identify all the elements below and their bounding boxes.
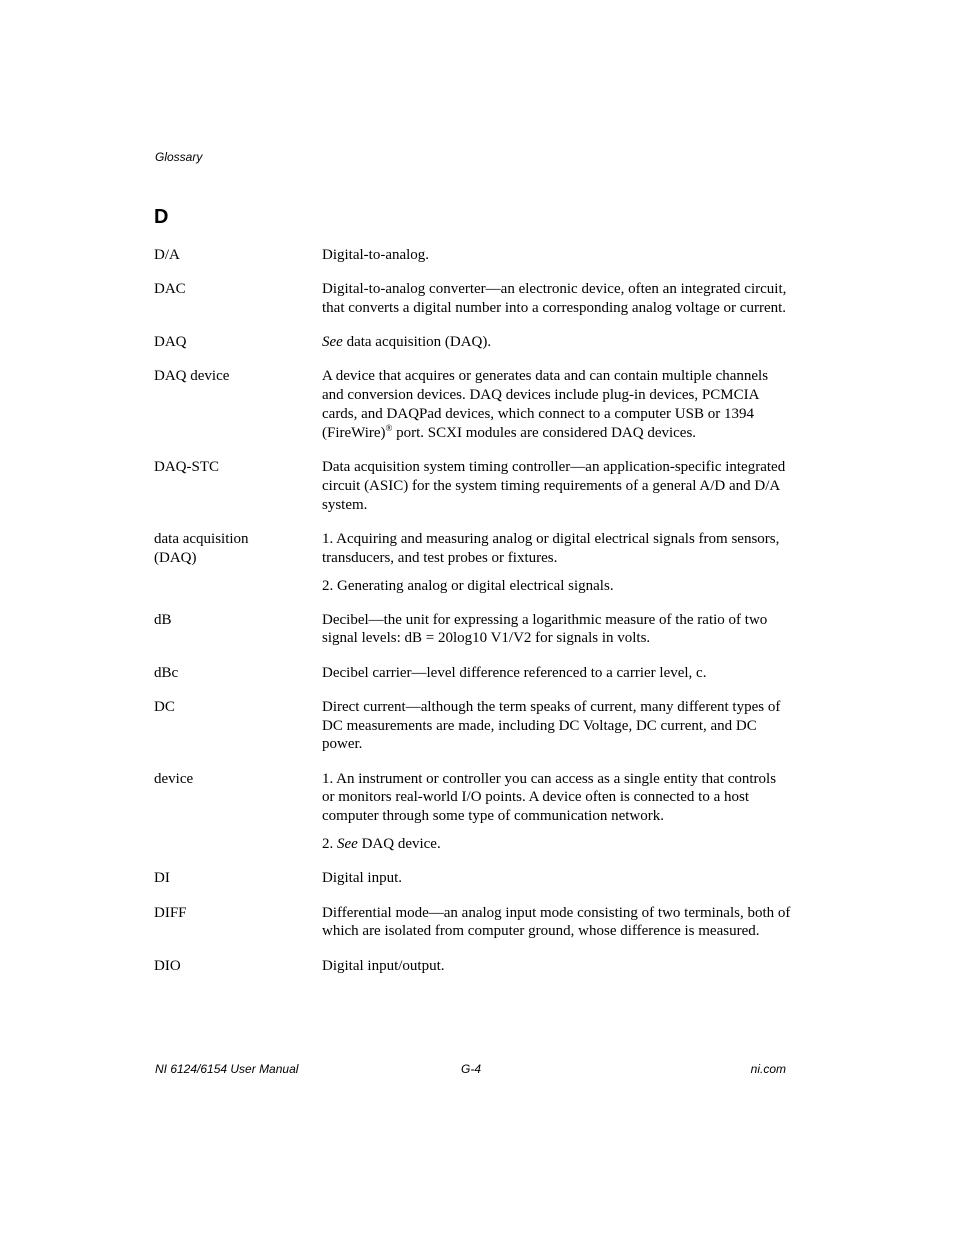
glossary-definitions (322, 367, 792, 442)
glossary-definitions (322, 664, 792, 683)
glossary-definition: Digital-to-analog converter—an electronic device, often an integrated circuit, that converts a digital number into a corresponding analog voltage or current. (322, 281, 787, 316)
section-letter: D (154, 206, 169, 228)
glossary-definition: 2. See DAQ device. (322, 836, 441, 853)
glossary-definitions (322, 333, 792, 352)
glossary-definition: 1. Acquiring and measuring analog or digital electrical signals from sensors, transducers, and test probes or fixtures. (322, 530, 780, 566)
registered-mark: ® (385, 422, 393, 433)
glossary-definition: Digital input. (322, 870, 402, 887)
glossary-definition: Digital-to-analog. (322, 247, 430, 263)
see-reference: See (322, 334, 343, 351)
glossary-term: DIO (154, 957, 181, 974)
glossary-definitions (322, 904, 792, 942)
glossary-term: DAQ device (154, 368, 230, 385)
glossary-entry (154, 957, 794, 976)
glossary-term: D/A (154, 247, 180, 263)
glossary-term: dB (154, 611, 172, 628)
glossary-definition: See data acquisition (DAQ). (322, 334, 492, 351)
glossary-definition: Data acquisition system timing controller—an application-specific integrated circuit (ASIC) for the system timing requirements of a general A/D and D/A system. (322, 458, 786, 513)
running-head: Glossary (155, 150, 203, 164)
glossary-definitions (322, 770, 792, 854)
glossary-definition: Direct current—although the term speaks of current, many different types of DC measurements are made, including DC Voltage, DC current, and DC power. (322, 698, 781, 753)
see-reference: See (337, 836, 358, 853)
glossary-term: DAQ-STC (154, 458, 220, 475)
glossary-definitions (322, 458, 792, 514)
glossary-term: DAC (154, 281, 186, 298)
glossary-term: DI (154, 870, 170, 887)
glossary-term: dBc (154, 664, 179, 681)
glossary-list (154, 246, 794, 991)
glossary-entry (154, 367, 794, 442)
footer-manual-title: NI 6124/6154 User Manual (155, 1062, 299, 1076)
footer-page-number: G-4 (461, 1062, 482, 1076)
glossary-entry (154, 458, 794, 514)
glossary-definitions (322, 957, 792, 976)
glossary-definition: Differential mode—an analog input mode consisting of two terminals, both of which are isolated from computer ground, whose difference is measured. (322, 904, 791, 940)
glossary-definitions (322, 698, 792, 754)
glossary-definitions (322, 280, 792, 318)
glossary-definitions (322, 530, 792, 596)
glossary-definitions (322, 611, 792, 649)
glossary-definition: 2. Generating analog or digital electrical signals. (322, 577, 614, 594)
glossary-definitions (322, 869, 792, 888)
glossary-definition: Decibel—the unit for expressing a logarithmic measure of the ratio of two signal levels: dB = 20log10 V1/V2 for signals in volts. (322, 611, 768, 647)
glossary-entry (154, 770, 794, 854)
glossary-entry (154, 611, 794, 649)
glossary-term: DAQ (154, 334, 187, 351)
glossary-term: device (154, 770, 194, 787)
glossary-term: DC (154, 698, 175, 715)
glossary-definition: 1. An instrument or controller you can access as a single entity that controls or monitors real-world I/O points. A device often is connected to a host computer through some type of communication network. (322, 770, 777, 825)
glossary-entry (154, 246, 794, 265)
glossary-entry (154, 904, 794, 942)
glossary-definition: Digital input/output. (322, 957, 445, 974)
footer-website: ni.com (750, 1062, 786, 1076)
glossary-entry (154, 530, 794, 596)
glossary-entry (154, 333, 794, 352)
glossary-entry (154, 869, 794, 888)
glossary-entry (154, 280, 794, 318)
glossary-term: DIFF (154, 904, 187, 921)
glossary-definition: Decibel carrier—level difference referenced to a carrier level, c. (322, 664, 707, 681)
glossary-entry (154, 664, 794, 683)
glossary-definition: A device that acquires or generates data and can contain multiple channels and conversion devices. DAQ devices include plug-in devices, PCMCIA cards, and DAQPad devices, which connect to a computer USB or 1394 (FireWire)® port. SCXI modules are considered DAQ devices. (322, 368, 769, 441)
glossary-entry (154, 698, 794, 754)
glossary-term: data acquisition (DAQ) (154, 530, 249, 566)
glossary-definitions (322, 246, 792, 265)
